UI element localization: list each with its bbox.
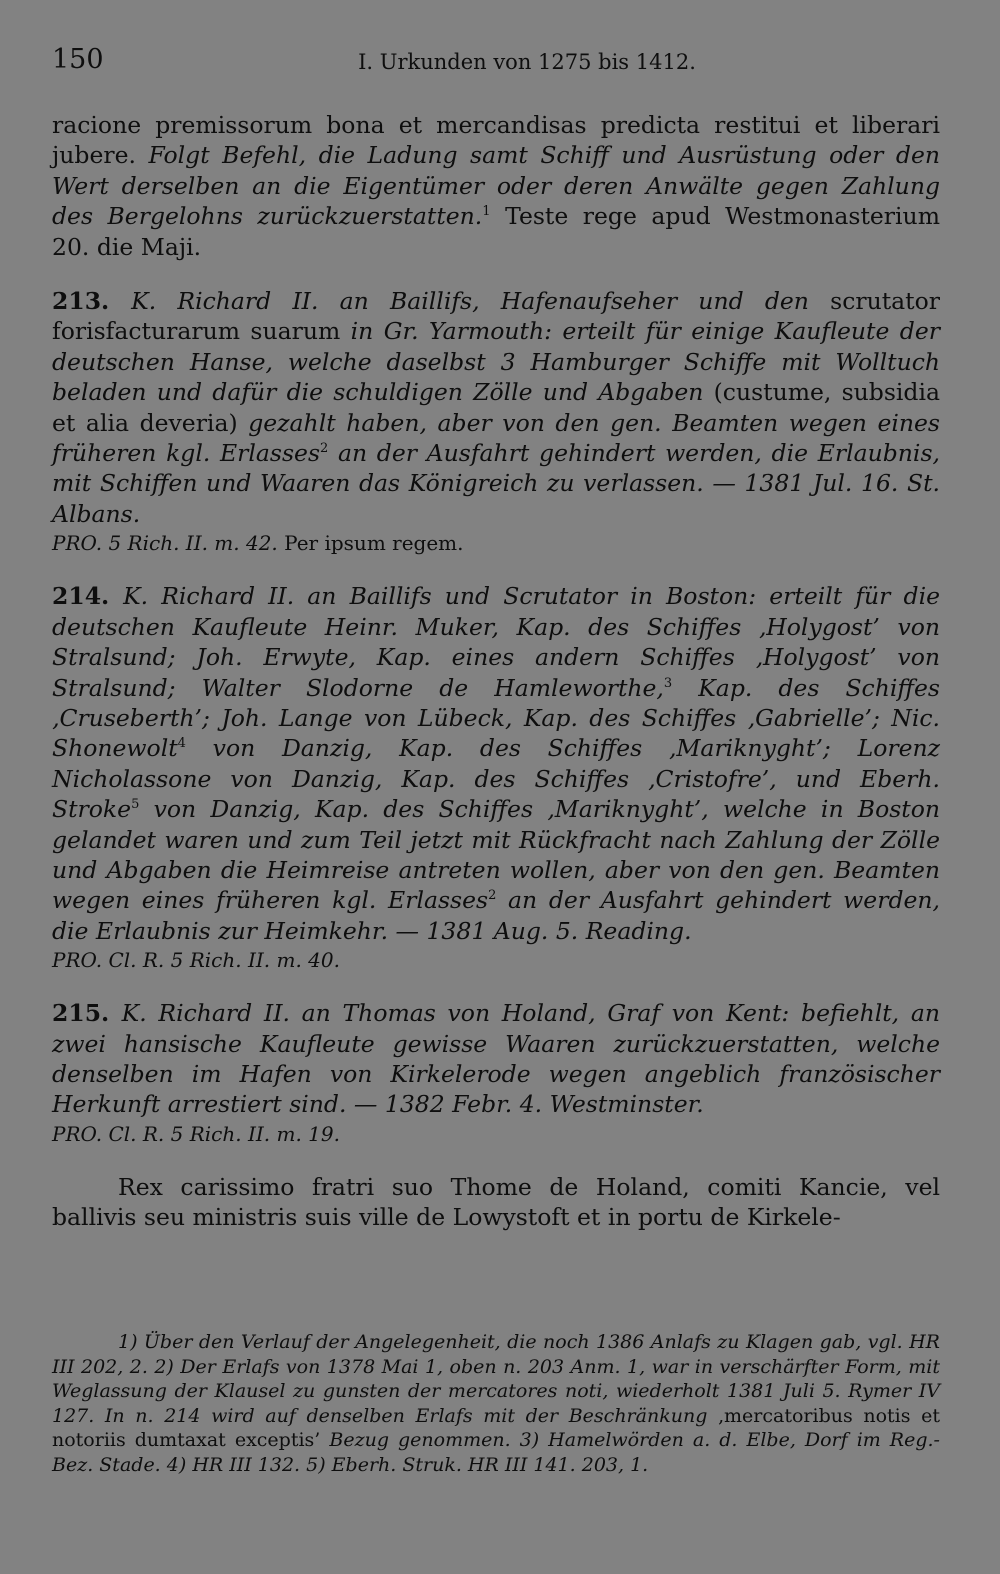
footnote: 2) Der Erlafs von 1378 Mai 1, oben n. 203 Anm. 1, war in verschärfter Form, mit Weglassung der Klausel zu gunsten der mercatores noti, wiederholt 1381 Juli 5. Rymer IV 127. In n. 214 wird auf denselben Erlafs mit der Beschränkung: [52, 1355, 940, 1427]
entries: [52, 262, 940, 1172]
footnote-ref: 2: [320, 441, 329, 457]
german-summary: Folgt Befehl, die Ladung samt Schiff und Ausrüstung oder den Wert derselben an die Eigentümer oder deren Anwälte gegen Zahlung des Bergelohns zurückzuerstatten.: [52, 141, 940, 231]
entry-text: an der Ausfahrt gehindert werden, die Erlaubnis zur Heimkehr. — 1381 Aug. 5. Reading.: [52, 886, 940, 945]
entry-text: an der Ausfahrt gehindert werden, die Erlaubnis, mit Schiffen und Waaren das Königreich zu verlassen. — 1381 Jul. 16. St. Albans.: [52, 439, 940, 528]
spacer: [52, 1148, 940, 1172]
entry-text: von Danzig, Kap. des Schiffes ‚Mariknyght’, welche in Boston gelandet waren und zum Teil jetzt mit Rückfracht nach Zahlung der Zölle und Abgaben die Heimreise antreten wollen, aber von den gen. Beamten wegen eines früheren kgl. Erlasses: [52, 795, 940, 915]
source-ref: PRO. Cl. R. 5 Rich. II. m. 19.: [52, 1121, 340, 1146]
footnote-ref: 3: [663, 675, 673, 691]
entry-text: gezahlt haben, aber von den gen. Beamten wegen eines früheren kgl. Erlasses: [52, 408, 940, 468]
entry-text: in Gr. Yarmouth: erteilt für einige Kaufleute der deutschen Hanse, welche daselbst 3 Hamburger Schiffe mit Wolltuch beladen und dafür die schuldigen Zölle und Abgaben: [52, 317, 940, 407]
footnote: 3) Hamelwörden a. d. Elbe, Dorf im Reg.-Bez. Stade.: [52, 1429, 940, 1476]
footnote: 4) HR III 132.: [160, 1453, 301, 1476]
latin-text: racione premissorum bona et mercandisas predicta restitui et liberari jubere.: [52, 111, 940, 170]
entry-text: scrutator forisfacturarum suarum: [52, 287, 940, 346]
entry-source: [52, 946, 940, 974]
page-header: [52, 44, 942, 84]
entry: [52, 581, 940, 946]
continuation-paragraph: [52, 110, 940, 262]
footnote-block: [52, 1330, 940, 1478]
source-ref: PRO. 5 Rich. II. m. 42.: [52, 531, 278, 556]
body-latin: Rex carissimo fratri suo Thome de Holand, comiti Kancie, vel ballivis seu ministris suis ville de Lowystoft et in portu de Kirkele-: [52, 1172, 940, 1232]
footnote: 1) Über den Verlauf der Angelegenheit, die noch 1386 Anlafs zu Klagen gab, vgl. HR III 202, 2.: [52, 1331, 940, 1378]
entry-text: von Danzig, Kap. des Schiffes ‚Mariknyght’; Lorenz Nicholassone von Danzig, Kap. des Schiffes ‚Cristofre’, und Eberh. Stroke: [52, 734, 940, 824]
spacer: [52, 557, 940, 581]
spacer: [52, 262, 940, 286]
latin-text: Teste rege apud Westmonasterium 20. die Maji.: [52, 202, 940, 261]
entry: [52, 286, 940, 529]
footnote-ref: 4: [177, 736, 186, 752]
footnote: ‚mercatoribus notis et notoriis dumtaxat exceptis’: [52, 1404, 940, 1452]
entry-number: 213.: [52, 287, 132, 316]
footnote-ref: 5: [131, 797, 140, 813]
entry-source: [52, 529, 940, 557]
footnotes: [52, 1330, 940, 1478]
main-text: [52, 110, 940, 1233]
footnote-ref: 2: [488, 888, 497, 904]
footnote: 5) Eberh. Struk. HR III 141. 203, 1.: [300, 1453, 649, 1476]
running-title: I. Urkunden von 1275 bis 1412.: [358, 50, 696, 74]
entry-number: 214.: [52, 582, 124, 611]
spacer: [52, 974, 940, 998]
entry-number: 215.: [52, 999, 122, 1028]
entry-source: [52, 1120, 940, 1148]
entry-text: Kap. des Schiffes ‚Cruseberth’; Joh. Lange von Lübeck, Kap. des Schiffes ‚Gabrielle’; Nic. Shonewolt: [52, 673, 940, 763]
entry: [52, 998, 940, 1120]
footnote: Bezug genommen.: [320, 1429, 511, 1452]
page-number: 150: [52, 44, 104, 75]
entry-text: K. Richard II. an Baillifs, Hafenaufseher und den: [131, 287, 809, 316]
source-note: Per ipsum regem.: [284, 531, 464, 556]
entry-text: K. Richard II. an Thomas von Holand, Graf von Kent: befiehlt, an zwei hansische Kaufleute gewisse Waaren zurückzuerstatten, welche denselben im Hafen von Kirkelerode wegen angeblich französischer Herkunft arrestiert sind. — 1382 Febr. 4. Westminster.: [52, 999, 941, 1119]
source-ref: PRO. Cl. R. 5 Rich. II. m. 40.: [52, 948, 340, 973]
entry-text: K. Richard II. an Baillifs und Scrutator in Boston: erteilt für die deutschen Kaufleute Heinr. Muker, Kap. des Schiffes ‚Holygost’ von Stralsund; Joh. Erwyte, Kap. eines andern Schiffes ‚Holygost’ von Stralsund; Walter Slodorne de Hamleworthe,: [52, 582, 941, 702]
footnote-ref: 1: [482, 204, 491, 220]
entry-text: (custume, subsidia et alia deveria): [52, 378, 940, 437]
